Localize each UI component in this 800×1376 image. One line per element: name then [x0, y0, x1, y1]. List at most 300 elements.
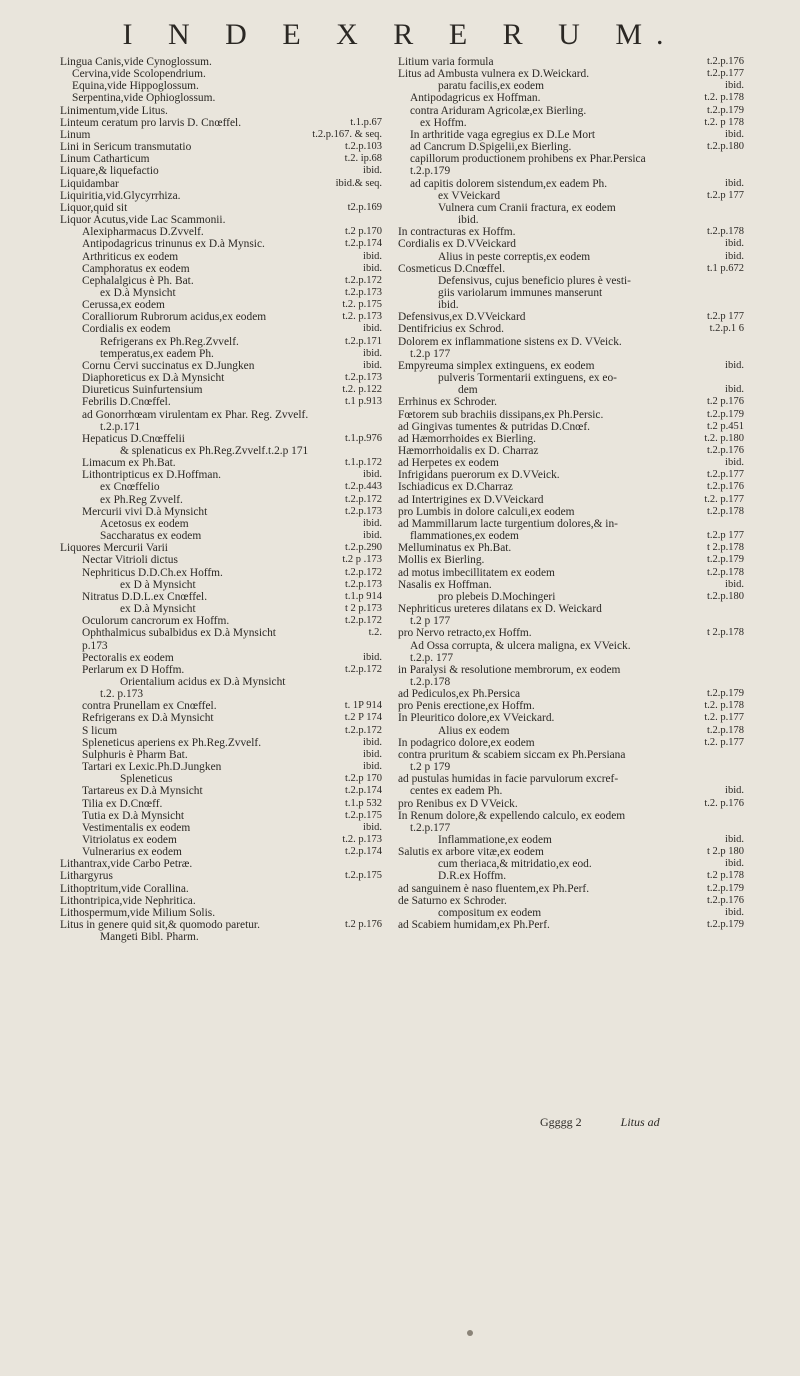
index-entry [398, 870, 744, 882]
index-entry [60, 700, 382, 712]
entry-reference: ibid. [725, 250, 744, 262]
entry-reference: t.2. p.177 [704, 712, 744, 724]
index-entry [398, 664, 744, 676]
index-entry [398, 129, 744, 141]
entry-text: Linum Catharticum [60, 153, 150, 166]
entry-text: giis variolarum immunes manserunt [438, 286, 603, 299]
entry-text: Vulnera cum Cranii fractura, ex eodem [438, 201, 616, 214]
index-entry [60, 396, 382, 408]
index-entry [398, 749, 744, 761]
entry-text: Liquor Acutus,vide Lac Scammonii. [60, 214, 226, 227]
entry-text: flammationes,ex eodem [410, 530, 519, 543]
index-entry [60, 226, 382, 238]
entry-text: t.2 p 177 [410, 615, 451, 628]
entry-reference: t.2.p.179 [706, 408, 744, 420]
entry-text: Sulphuris è Pharm Bat. [82, 748, 188, 761]
entry-text: ad Intertrigines ex D.VVeickard [398, 493, 544, 506]
entry-text: Lithargyrus [60, 870, 113, 883]
entry-reference: t.1 p.672 [706, 262, 744, 274]
entry-text: Vestimentalis ex eodem [82, 821, 191, 834]
index-entry [60, 785, 382, 797]
entry-reference: t.2.p.173 [344, 578, 382, 590]
entry-reference [738, 214, 744, 226]
entry-reference: ibid. [725, 834, 744, 845]
entry-text: Refrigerans ex D.à Mynsicht [82, 712, 214, 725]
ink-spot [467, 1330, 473, 1336]
index-entry [60, 615, 382, 627]
index-entry [60, 870, 382, 882]
entry-reference [738, 603, 744, 615]
index-entry [398, 591, 744, 603]
entry-reference [738, 761, 744, 773]
entry-reference: t.2.p.178 [706, 226, 744, 238]
entry-text: Camphoratus ex eodem [82, 262, 190, 275]
index-entry [398, 883, 744, 895]
entry-reference [738, 518, 744, 530]
index-entry [60, 165, 382, 177]
entry-reference: t.2 p.178 [706, 870, 744, 882]
entry-text: ad Herpetes ex eodem [398, 457, 499, 470]
index-entry [60, 676, 382, 688]
entry-text: de Saturno ex Schroder. [398, 894, 507, 907]
entry-text: t.2.p.171 [100, 420, 141, 433]
entry-text: Liquor,quid sit [60, 201, 128, 214]
index-entry [60, 554, 382, 566]
entry-reference [376, 409, 382, 421]
entry-reference: ibid. [725, 177, 744, 189]
entry-reference [376, 68, 382, 80]
entry-reference [376, 105, 382, 117]
entry-reference: t.2.p.174 [344, 785, 382, 797]
entry-text: t.2.p 177 [410, 347, 451, 360]
entry-text: Lithantrax,vide Carbo Petræ. [60, 858, 193, 871]
index-entry [60, 542, 382, 554]
entry-reference [376, 421, 382, 433]
index-entry [398, 457, 744, 469]
index-entry [398, 640, 744, 652]
entry-text: In arthritide vaga egregius ex D.Le Mort [410, 128, 596, 141]
entry-reference [376, 56, 382, 68]
index-entry [60, 384, 382, 396]
entry-reference: t.2.p.167. & seq. [312, 128, 382, 140]
entry-reference: t.1.p.172 [344, 457, 382, 469]
entry-reference [738, 664, 744, 676]
entry-text: Defensivus,ex D.VVeickard [398, 311, 526, 324]
index-entry [60, 348, 382, 360]
index-entry [60, 761, 382, 773]
entry-reference: t.2. p.177 [704, 493, 744, 505]
entry-text: Lithontripica,vide Nephritica. [60, 894, 196, 907]
index-entry [398, 542, 744, 554]
entry-text: Salutis ex arbore vitæ,ex eodem [398, 846, 544, 859]
index-entry [60, 773, 382, 785]
entry-reference: t.2. [368, 627, 382, 639]
index-entry [398, 822, 744, 834]
index-entry [398, 700, 744, 712]
entry-reference: t.2.p.1 6 [709, 323, 744, 335]
entry-text: Pectoralis ex eodem [82, 651, 174, 664]
entry-text: In Pleuritico dolore,ex VVeickard. [398, 712, 555, 725]
entry-text: contra Ariduram Agricolæ,ex Bierling. [410, 104, 587, 117]
entry-text: Litus ad Ambusta vulnera ex D.Weickard. [398, 68, 590, 81]
index-entry [60, 518, 382, 530]
entry-reference: t.2.p.443 [344, 481, 382, 493]
index-entry [60, 567, 382, 579]
index-entry [398, 919, 744, 931]
index-entry [398, 506, 744, 518]
entry-text: Linum [60, 128, 91, 141]
index-entry [60, 311, 382, 323]
entry-text: ad Cancrum D.Spigelii,ex Bierling. [410, 141, 572, 154]
entry-text: Alius ex eodem [438, 724, 510, 737]
index-entry [398, 384, 744, 396]
entry-text: Saccharatus ex eodem [100, 530, 202, 543]
index-entry [60, 591, 382, 603]
entry-reference: t.2.p.173 [344, 286, 382, 298]
entry-text: ad motus imbecillitatem ex eodem [398, 566, 555, 579]
entry-text: ad Gonorrhœam virulentam ex Phar. Reg. Zvvelf. [82, 408, 309, 421]
index-entry [398, 652, 744, 664]
entry-reference [738, 640, 744, 652]
entry-reference: t.2.p.178 [706, 505, 744, 517]
entry-text: ex VVeickard [438, 189, 501, 202]
entry-reference: t.2.p 177 [706, 189, 744, 201]
index-entry [60, 494, 382, 506]
entry-reference: t.2. p.175 [342, 299, 382, 311]
entry-text: pro Nervo retracto,ex Hoffm. [398, 627, 532, 640]
entry-reference: ibid. [363, 651, 382, 663]
entry-text: Litium varia formula [398, 56, 494, 68]
entry-text: ex Ph.Reg Zvvelf. [100, 493, 183, 506]
index-entry [60, 712, 382, 724]
entry-reference: t.2.p.176 [706, 894, 744, 906]
index-entry [60, 445, 382, 457]
entry-text: ex D.à Mynsicht [120, 603, 196, 616]
entry-text: Nephriticus D.D.Ch.ex Hoffm. [82, 566, 223, 579]
index-entry [398, 773, 744, 785]
entry-reference: ibid. [363, 736, 382, 748]
entry-text: Alexipharmacus D.Zvvelf. [82, 226, 204, 239]
index-entry [398, 530, 744, 542]
entry-text: pro Lumbis in dolore calculi,ex eodem [398, 505, 575, 518]
entry-reference [376, 688, 382, 700]
entry-reference [738, 287, 744, 299]
index-entry [398, 178, 744, 190]
entry-text: Mollis ex Bierling. [398, 554, 485, 567]
index-entry [398, 785, 744, 797]
entry-text: contra pruritum & scabiem siccam ex Ph.Persiana [398, 748, 626, 761]
entry-text: t.2.p.177 [410, 821, 451, 834]
index-entry [60, 749, 382, 761]
entry-text: Lingua Canis,vide Cynoglossum. [60, 56, 212, 68]
entry-reference: ibid. [725, 384, 744, 396]
page-footer [540, 1115, 740, 1130]
index-entry [398, 372, 744, 384]
index-entry [398, 421, 744, 433]
index-entry [398, 165, 744, 177]
entry-text: Arthriticus ex eodem [82, 250, 179, 263]
entry-reference: t.2. p.177 [704, 736, 744, 748]
entry-text: Nitratus D.D.L.ex Cnœffel. [82, 590, 208, 603]
entry-text: Febrilis D.Cnœffel. [82, 396, 171, 409]
entry-reference: t. 1P 914 [344, 700, 382, 712]
index-entry [398, 202, 744, 214]
entry-reference [376, 907, 382, 919]
index-entry [398, 348, 744, 360]
entry-reference: t.2.p.103 [344, 141, 382, 153]
entry-reference: ibid. [363, 517, 382, 529]
index-entry [60, 664, 382, 676]
entry-text: pulveris Tormentarii extinguens, ex eo- [438, 372, 617, 385]
entry-text: ad Mammillarum lacte turgentium dolores,& in- [398, 517, 618, 530]
entry-text: Equina,vide Hippoglossum. [72, 80, 199, 93]
entry-reference: ibid. [363, 359, 382, 371]
index-entry [60, 421, 382, 433]
index-entry [60, 530, 382, 542]
index-entry [60, 80, 382, 92]
entry-reference: t.1.p 914 [344, 590, 382, 602]
entry-text: Nephriticus ureteres dilatans ex D. Weickard [398, 603, 602, 616]
entry-text: Cosmeticus D.Cnœffel. [398, 262, 506, 275]
index-entry [398, 105, 744, 117]
entry-reference [376, 445, 382, 457]
index-entry [60, 153, 382, 165]
entry-text: ex Cnœffelio [100, 481, 160, 494]
entry-text: dem [458, 384, 478, 397]
entry-reference [738, 202, 744, 214]
index-entry [398, 688, 744, 700]
entry-text: Oculorum cancrorum ex Hoffm. [82, 615, 230, 628]
entry-text: Cerussa,ex eodem [82, 299, 165, 312]
entry-reference: ibid. [725, 238, 744, 250]
entry-text: Linimentum,vide Litus. [60, 104, 168, 117]
index-entry [60, 907, 382, 919]
index-entry [398, 238, 744, 250]
entry-text: In contracturas ex Hoffm. [398, 226, 516, 239]
index-entry [60, 129, 382, 141]
index-entry [60, 919, 382, 931]
index-entry [398, 251, 744, 263]
entry-text: t.2.p. 177 [410, 651, 454, 664]
entry-text: In podagrico dolore,ex eodem [398, 736, 535, 749]
index-entry [398, 907, 744, 919]
index-entry [60, 202, 382, 214]
index-entry [60, 895, 382, 907]
entry-reference [738, 676, 744, 688]
index-entry [398, 360, 744, 372]
index-entry [60, 287, 382, 299]
entry-reference: t.2.p.172 [344, 615, 382, 627]
entry-reference: ibid. [363, 250, 382, 262]
entry-text: t.2.p.179 [410, 165, 451, 178]
entry-reference: t.2.p.180 [706, 141, 744, 153]
index-entry [60, 883, 382, 895]
entry-text: Cervina,vide Scolopendrium. [72, 68, 206, 81]
entry-reference [738, 336, 744, 348]
entry-reference: t.2.p.172 [344, 274, 382, 286]
index-entry [60, 846, 382, 858]
entry-reference: ibid. [725, 906, 744, 918]
entry-reference: t.2. p.178 [704, 92, 744, 104]
entry-text: centes ex eadem Ph. [410, 785, 503, 798]
entry-reference: t.2.p.172 [344, 493, 382, 505]
entry-reference: t.2 p.176 [344, 919, 382, 931]
entry-reference: t.2.p.176 [706, 481, 744, 493]
entry-text: Nectar Vitrioli dictus [82, 554, 178, 567]
entry-text: pro Penis erectione,ex Hoffm. [398, 700, 535, 713]
entry-reference [376, 858, 382, 870]
entry-reference [738, 275, 744, 287]
entry-reference [738, 299, 744, 311]
entry-reference: ibid. [725, 80, 744, 92]
entry-reference: t 2.p.178 [706, 542, 744, 554]
index-entry [60, 798, 382, 810]
entry-reference: t.2.p.177 [706, 68, 744, 80]
entry-reference: t.2.p.172 [344, 724, 382, 736]
index-entry [60, 822, 382, 834]
index-entry [60, 603, 382, 615]
entry-reference: ibid. [363, 748, 382, 760]
entry-text: Spleneticus aperiens ex Ph.Reg.Zvvelf. [82, 736, 262, 749]
index-entry [398, 141, 744, 153]
entry-reference: t.2. p 178 [704, 116, 744, 128]
entry-text: temperatus,ex eadem Ph. [100, 347, 214, 360]
index-entry [60, 190, 382, 202]
entry-reference [376, 676, 382, 688]
entry-reference [738, 372, 744, 384]
entry-reference: ibid. [363, 530, 382, 542]
index-entry [60, 263, 382, 275]
entry-text: Coralliorum Rubrorum acidus,ex eodem [82, 311, 267, 324]
entry-reference [738, 773, 744, 785]
index-entry [60, 652, 382, 664]
entry-reference: ibid. [725, 457, 744, 469]
entry-reference: ibid.& seq. [335, 177, 382, 189]
index-entry [398, 615, 744, 627]
index-entry [60, 372, 382, 384]
entry-text: ex D.à Mynsicht [100, 286, 176, 299]
entry-reference [738, 165, 744, 177]
entry-reference: t.2.p.174 [344, 846, 382, 858]
index-entry [60, 481, 382, 493]
page-header: I N D E X R E R U M. [122, 18, 678, 51]
entry-reference: t.2 p .173 [342, 554, 382, 566]
index-entry [60, 178, 382, 190]
index-entry [398, 323, 744, 335]
entry-reference: t.2.p.175 [344, 870, 382, 882]
index-entry [398, 858, 744, 870]
entry-text: Lithoptritum,vide Corallina. [60, 882, 189, 895]
entry-text: Empyreuma simplex extinguens, ex eodem [398, 359, 595, 372]
index-entry [398, 263, 744, 275]
entry-reference [376, 92, 382, 104]
entry-reference: t.2.p.179 [706, 104, 744, 116]
entry-reference [738, 749, 744, 761]
entry-reference: t.2.p.175 [344, 809, 382, 821]
entry-reference: t.2.p.176 [706, 56, 744, 67]
entry-reference: t.2.p.178 [706, 566, 744, 578]
left-column [60, 56, 382, 943]
entry-text: ex D à Mynsicht [120, 578, 196, 591]
entry-text: contra Prunellam ex Cnœffel. [82, 700, 217, 713]
entry-text: ad Hæmorrhoides ex Bierling. [398, 432, 536, 445]
entry-text: pro plebeis D.Mochingeri [438, 590, 556, 603]
index-entry [398, 712, 744, 724]
index-entry [60, 506, 382, 518]
index-entry [398, 299, 744, 311]
entry-text: capillorum productionem prohibens ex Phar.Persica [410, 153, 646, 166]
index-entry [60, 336, 382, 348]
entry-text: Liquare,& liquefactio [60, 165, 159, 178]
entry-text: Litus in genere quid sit,& quomodo paretur. [60, 919, 260, 932]
entry-text: ad capitis dolorem sistendum,ex eadem Ph. [410, 177, 608, 190]
entry-reference: t.2 P 174 [344, 712, 382, 724]
entry-text: Dentifricius ex Schrod. [398, 323, 504, 336]
index-entry [398, 676, 744, 688]
entry-reference: t.2.p.179 [706, 554, 744, 566]
entry-text: Tartari ex Lexic.Ph.D.Jungken [82, 761, 222, 774]
index-entry [398, 92, 744, 104]
entry-text: Liquidambar [60, 177, 119, 190]
entry-reference: t.2.p.173 [344, 372, 382, 384]
entry-text: Infrigidans puerorum ex D.VVeick. [398, 469, 560, 482]
entry-text: ad Gingivas tumentes & putridas D.Cnœf. [398, 420, 591, 433]
entry-text: Serpentina,vide Ophioglossum. [72, 92, 216, 105]
entry-text: Refrigerans ex Ph.Reg.Zvvelf. [100, 335, 239, 348]
index-entry [60, 640, 382, 652]
index-entry [60, 579, 382, 591]
entry-reference: t.2. p.122 [342, 384, 382, 396]
entry-reference: t 2.p 180 [706, 846, 744, 858]
entry-text: Ischiadicus ex D.Charraz [398, 481, 513, 494]
entry-reference: t.2.p.179 [706, 919, 744, 931]
entry-reference: t.2. p.180 [704, 432, 744, 444]
index-entry [60, 409, 382, 421]
entry-text: Defensivus, cujus beneficio plures è vesti- [438, 274, 631, 287]
entry-text: ex Hoffm. [420, 116, 467, 129]
index-entry [60, 931, 382, 943]
entry-reference: t.2.p.180 [706, 590, 744, 602]
entry-text: Dolorem ex inflammatione sistens ex D. VVeick. [398, 335, 622, 348]
entry-reference: t.1.p 532 [344, 797, 382, 809]
entry-text: Antipodagricus trinunus ex D.à Mynsic. [82, 238, 265, 251]
index-entry [60, 469, 382, 481]
entry-reference: ibid. [725, 578, 744, 590]
entry-text: Cordialis ex D.VVeickard [398, 238, 516, 251]
index-entry [398, 834, 744, 846]
index-entry [60, 627, 382, 639]
entry-reference: t.2 p.170 [344, 226, 382, 238]
index-entry [398, 494, 744, 506]
signature-mark: Ggggg 2 [540, 1115, 582, 1129]
index-entry [60, 457, 382, 469]
entry-reference: t.2.p.171 [344, 335, 382, 347]
entry-text: Nasalis ex Hoffman. [398, 578, 492, 591]
entry-text: Acetosus ex eodem [100, 517, 189, 530]
entry-text: Limacum ex Ph.Bat. [82, 457, 176, 470]
entry-text: ad pustulas humidas in facie parvulorum excref- [398, 773, 619, 786]
index-entry [398, 396, 744, 408]
entry-reference [738, 822, 744, 834]
right-column [398, 56, 744, 931]
entry-text: Diureticus Suinfurtensium [82, 384, 203, 397]
entry-reference: ibid. [725, 128, 744, 140]
entry-reference [376, 190, 382, 202]
index-entry [398, 810, 744, 822]
entry-reference: t.2.p.290 [344, 542, 382, 554]
index-entry [398, 287, 744, 299]
index-entry [60, 688, 382, 700]
